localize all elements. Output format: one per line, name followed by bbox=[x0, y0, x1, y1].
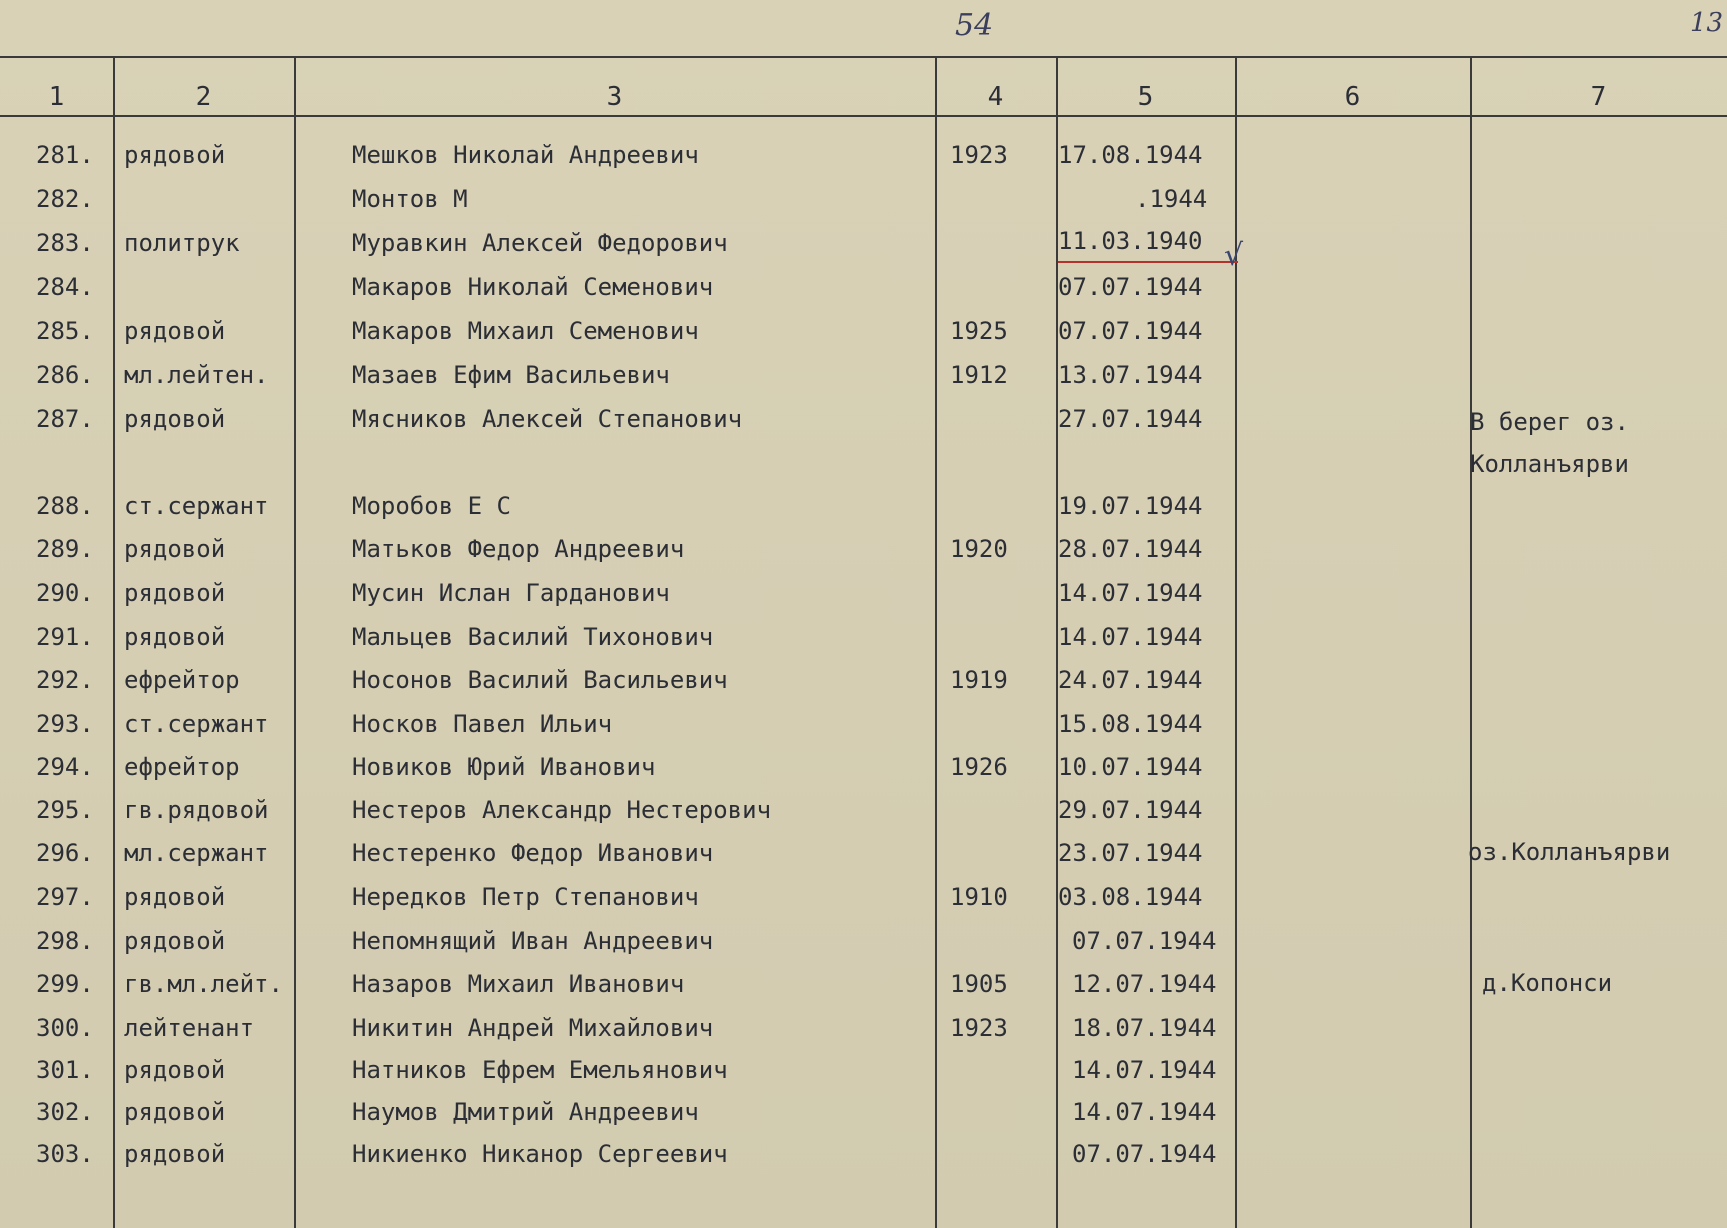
record-number: 301. bbox=[36, 1056, 94, 1084]
record-date: 14.07.1944 bbox=[1072, 1098, 1217, 1126]
record-date: 07.07.1944 bbox=[1058, 273, 1203, 301]
record-year: 1923 bbox=[950, 1014, 1008, 1042]
record-date: 28.07.1944 bbox=[1058, 535, 1203, 563]
record-year: 1910 bbox=[950, 883, 1008, 911]
record-year: 1925 bbox=[950, 317, 1008, 345]
record-year: 1920 bbox=[950, 535, 1008, 563]
record-name: Назаров Михаил Иванович bbox=[352, 970, 685, 998]
record-number: 295. bbox=[36, 796, 94, 824]
record-rank: гв.мл.лейт. bbox=[124, 970, 283, 998]
record-number: 303. bbox=[36, 1140, 94, 1168]
record-date: 27.07.1944 bbox=[1058, 405, 1203, 433]
record-rank: рядовой bbox=[124, 579, 226, 607]
header-bottom-rule bbox=[0, 115, 1727, 117]
table-row bbox=[0, 919, 1727, 963]
record-date: 19.07.1944 bbox=[1058, 492, 1203, 520]
record-number: 298. bbox=[36, 927, 94, 955]
record-place: д.Копонси bbox=[1482, 969, 1613, 997]
table-row bbox=[0, 221, 1727, 265]
table-row bbox=[0, 788, 1727, 832]
record-name: Мясников Алексей Степанович bbox=[352, 405, 743, 433]
record-date: 23.07.1944 bbox=[1058, 839, 1203, 867]
record-rank: мл.лейтен. bbox=[124, 361, 269, 389]
table-row bbox=[0, 1090, 1727, 1134]
record-name: Мазаев Ефим Васильевич bbox=[352, 361, 670, 389]
record-number: 287. bbox=[36, 405, 94, 433]
record-date: 12.07.1944 bbox=[1072, 970, 1217, 998]
record-date-underlined: 11.03.1940 bbox=[1058, 221, 1238, 263]
record-number: 289. bbox=[36, 535, 94, 563]
table-row bbox=[0, 484, 1727, 528]
record-name: Матьков Федор Андреевич bbox=[352, 535, 685, 563]
record-rank: рядовой bbox=[124, 535, 226, 563]
table-row bbox=[0, 177, 1727, 221]
table-row bbox=[0, 265, 1727, 309]
record-rank: рядовой bbox=[124, 883, 226, 911]
record-rank: политрук bbox=[124, 229, 240, 257]
table-row bbox=[0, 831, 1727, 875]
record-name: Макаров Николай Семенович bbox=[352, 273, 714, 301]
record-rank: рядовой bbox=[124, 141, 226, 169]
record-number: 291. bbox=[36, 623, 94, 651]
record-number: 292. bbox=[36, 666, 94, 694]
record-number: 282. bbox=[36, 185, 94, 213]
record-name: Монтов М bbox=[352, 185, 468, 213]
table-row bbox=[0, 875, 1727, 919]
table-row bbox=[0, 702, 1727, 746]
column-header: 4 bbox=[987, 82, 1004, 112]
column-header: 7 bbox=[1590, 82, 1607, 112]
record-name: Мальцев Василий Тихонович bbox=[352, 623, 714, 651]
column-header: 3 bbox=[606, 82, 623, 112]
record-number: 296. bbox=[36, 839, 94, 867]
record-name: Никиенко Никанор Сергеевич bbox=[352, 1140, 728, 1168]
record-date: 13.07.1944 bbox=[1058, 361, 1203, 389]
record-number: 297. bbox=[36, 883, 94, 911]
record-date: 29.07.1944 bbox=[1058, 796, 1203, 824]
column-header: 6 bbox=[1344, 82, 1361, 112]
record-rank: рядовой bbox=[124, 1098, 226, 1126]
table-row bbox=[0, 745, 1727, 789]
table-row bbox=[0, 1048, 1727, 1092]
record-number: 285. bbox=[36, 317, 94, 345]
table-row bbox=[0, 309, 1727, 353]
record-number: 288. bbox=[36, 492, 94, 520]
record-date: 15.08.1944 bbox=[1058, 710, 1203, 738]
record-date: 07.07.1944 bbox=[1072, 927, 1217, 955]
record-name: Нестеренко Федор Иванович bbox=[352, 839, 714, 867]
record-rank: ст.сержант bbox=[124, 710, 269, 738]
record-date: 10.07.1944 bbox=[1058, 753, 1203, 781]
record-name: Муравкин Алексей Федорович bbox=[352, 229, 728, 257]
table-row bbox=[0, 527, 1727, 571]
record-date: 14.07.1944 bbox=[1058, 579, 1203, 607]
record-rank: рядовой bbox=[124, 1056, 226, 1084]
record-number: 283. bbox=[36, 229, 94, 257]
record-rank: рядовой bbox=[124, 405, 226, 433]
record-rank: гв.рядовой bbox=[124, 796, 269, 824]
record-name: Новиков Юрий Иванович bbox=[352, 753, 656, 781]
column-header: 1 bbox=[48, 82, 65, 112]
record-rank: ст.сержант bbox=[124, 492, 269, 520]
record-rank: мл.сержант bbox=[124, 839, 269, 867]
record-rank: ефрейтор bbox=[124, 666, 240, 694]
record-number: 286. bbox=[36, 361, 94, 389]
record-name: Макаров Михаил Семенович bbox=[352, 317, 699, 345]
handwritten-page-number: 54 bbox=[955, 8, 994, 43]
record-name: Нередков Петр Степанович bbox=[352, 883, 699, 911]
record-date: 14.07.1944 bbox=[1058, 623, 1203, 651]
record-date: 07.07.1944 bbox=[1072, 1140, 1217, 1168]
record-date: .1944 bbox=[1135, 185, 1208, 213]
record-rank: рядовой bbox=[124, 927, 226, 955]
record-number: 302. bbox=[36, 1098, 94, 1126]
record-name: Носонов Василий Васильевич bbox=[352, 666, 728, 694]
table-row bbox=[0, 962, 1727, 1006]
record-name: Нестеров Александр Нестерович bbox=[352, 796, 772, 824]
table-top-rule bbox=[0, 56, 1727, 58]
record-name: Моробов Е С bbox=[352, 492, 511, 520]
record-year: 1919 bbox=[950, 666, 1008, 694]
record-rank: рядовой bbox=[124, 623, 226, 651]
record-date: 03.08.1944 bbox=[1058, 883, 1203, 911]
record-number: 281. bbox=[36, 141, 94, 169]
record-number: 294. bbox=[36, 753, 94, 781]
record-rank: рядовой bbox=[124, 317, 226, 345]
record-date: 17.08.1944 bbox=[1058, 141, 1203, 169]
record-name: Натников Ефрем Емельянович bbox=[352, 1056, 728, 1084]
record-year: 1905 bbox=[950, 970, 1008, 998]
check-mark-icon: √ bbox=[1224, 238, 1244, 273]
record-number: 290. bbox=[36, 579, 94, 607]
record-rank: ефрейтор bbox=[124, 753, 240, 781]
table-row bbox=[0, 658, 1727, 702]
record-year: 1923 bbox=[950, 141, 1008, 169]
column-header: 2 bbox=[195, 82, 212, 112]
handwritten-corner-number: 13 bbox=[1690, 8, 1724, 38]
record-name: Наумов Дмитрий Андреевич bbox=[352, 1098, 699, 1126]
record-date: 07.07.1944 bbox=[1058, 317, 1203, 345]
record-number: 284. bbox=[36, 273, 94, 301]
record-date: 18.07.1944 bbox=[1072, 1014, 1217, 1042]
table-row bbox=[0, 571, 1727, 615]
record-date: 14.07.1944 bbox=[1072, 1056, 1217, 1084]
record-place: оз.Колланъярви bbox=[1468, 838, 1671, 866]
record-number: 300. bbox=[36, 1014, 94, 1042]
record-name: Носков Павел Ильич bbox=[352, 710, 613, 738]
table-row bbox=[0, 133, 1727, 177]
table-row bbox=[0, 353, 1727, 397]
record-rank: рядовой bbox=[124, 1140, 226, 1168]
record-year: 1926 bbox=[950, 753, 1008, 781]
record-rank: лейтенант bbox=[124, 1014, 255, 1042]
table-row bbox=[0, 615, 1727, 659]
column-header: 5 bbox=[1137, 82, 1154, 112]
record-place: В берег оз. Колланъярви bbox=[1470, 408, 1629, 478]
table-row bbox=[0, 1006, 1727, 1050]
table-row bbox=[0, 1132, 1727, 1176]
record-number: 299. bbox=[36, 970, 94, 998]
record-name: Мусин Ислан Гарданович bbox=[352, 579, 670, 607]
record-date: 24.07.1944 bbox=[1058, 666, 1203, 694]
record-number: 293. bbox=[36, 710, 94, 738]
table-row bbox=[0, 397, 1727, 485]
record-name: Никитин Андрей Михайлович bbox=[352, 1014, 714, 1042]
record-year: 1912 bbox=[950, 361, 1008, 389]
record-name: Непомнящий Иван Андреевич bbox=[352, 927, 714, 955]
record-name: Мешков Николай Андреевич bbox=[352, 141, 699, 169]
